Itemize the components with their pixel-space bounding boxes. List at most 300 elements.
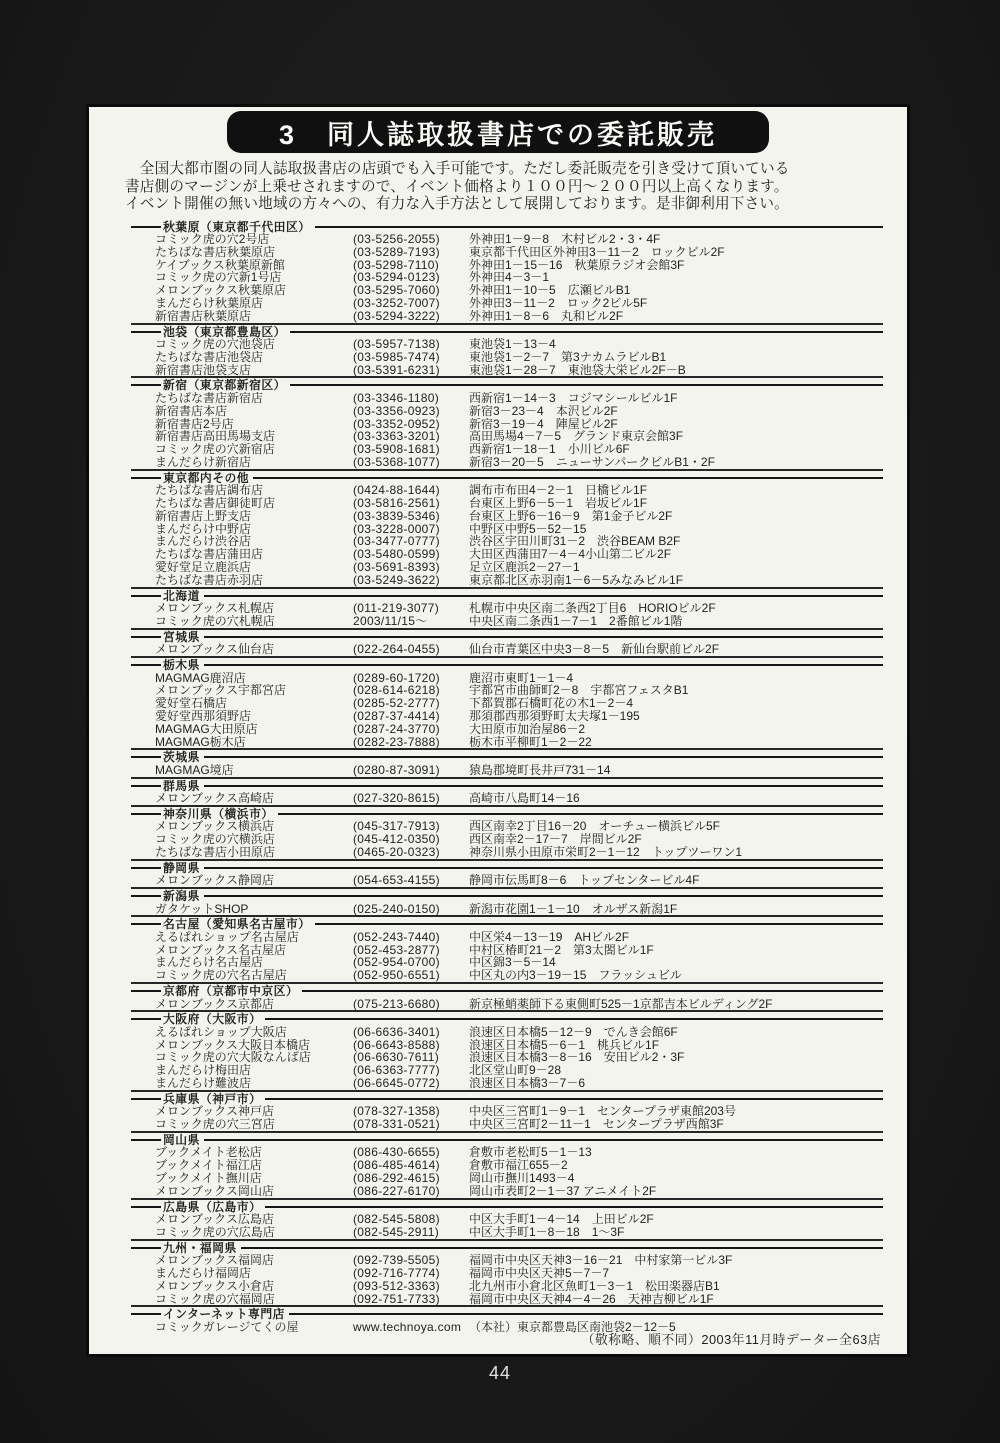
section-header — [131, 1308, 883, 1321]
store-address: 浪速区日本橋5－12－9 でんき会館6F — [469, 1025, 678, 1039]
store-name: まんだらけ秋葉原店 — [155, 296, 264, 310]
store-row — [131, 1226, 883, 1239]
store-phone: (022-264-0455) — [353, 642, 440, 657]
store-address: 新潟市花園1－1－10 オルザス新潟1F — [469, 902, 678, 916]
store-address: 中区栄4－13－19 AHビル2F — [469, 930, 630, 944]
store-address: 中央区南二条西1－7－1 2番館ビル1階 — [469, 614, 683, 628]
section-header — [131, 325, 883, 338]
store-row — [131, 484, 883, 497]
section-label: 京都府（京都市中京区） — [163, 984, 299, 999]
store-address: 倉敷市老松町5－1－13 — [469, 1146, 592, 1160]
store-name: たちばな書店御徒町店 — [155, 497, 276, 510]
store-address: 岡山市表町2－1－37 アニメイト2F — [469, 1184, 657, 1198]
section-trailing-rule — [204, 756, 883, 758]
store-phone: (03-5294-0123) — [353, 270, 440, 285]
store-phone: (025-240-0150) — [353, 901, 440, 916]
store-row — [131, 259, 883, 272]
store-name: コミック虎の穴2号店 — [155, 233, 270, 246]
store-row — [131, 697, 883, 710]
store-phone: (03-5480-0599) — [353, 547, 440, 562]
footer-note: （敬称略、順不同）2003年11月時データー全63店 — [581, 1332, 881, 1347]
store-address: 東京都北区赤羽南1－6－5みなみビル1F — [469, 573, 684, 587]
store-name: メロンブックス神戸店 — [155, 1105, 275, 1119]
store-name: コミック虎の穴三宮店 — [155, 1118, 275, 1131]
store-phone: (086-227-6170) — [353, 1183, 440, 1198]
store-phone: (03-5691-8393) — [353, 560, 440, 575]
store-row — [131, 1064, 883, 1077]
store-address: 大田区西蒲田7－4－4小山第二ビル2F — [469, 548, 672, 562]
store-row — [131, 1172, 883, 1185]
store-name: ブックメイト老松店 — [155, 1146, 262, 1160]
store-name: MAGMAG栃木店 — [155, 735, 246, 749]
store-name: まんだらけ名古屋店 — [155, 956, 264, 970]
store-section — [131, 656, 883, 748]
store-address: 西新宿1－14－3 コジマシールビル1F — [469, 391, 678, 405]
section-label: 静岡県 — [163, 860, 200, 875]
store-phone: (03-5985-7474) — [353, 349, 440, 364]
store-address: 栃木市平柳町1－2－22 — [469, 735, 592, 749]
section-label: 新宿（東京都新宿区） — [163, 378, 286, 393]
store-name: 愛好堂石橋店 — [155, 697, 228, 710]
store-row — [131, 764, 883, 777]
store-phone: (052-243-7440) — [353, 929, 440, 944]
store-phone: (078-331-0521) — [353, 1117, 440, 1132]
section-leading-dash — [131, 867, 161, 869]
store-address: 倉敷市福江655－2 — [469, 1159, 568, 1173]
section-leading-dash — [131, 636, 161, 638]
store-row — [131, 392, 883, 405]
section-label: 兵庫県（神戸市） — [163, 1091, 262, 1106]
store-name: メロンブックス横浜店 — [155, 820, 275, 834]
section-header — [131, 1200, 883, 1213]
store-section — [131, 1090, 883, 1131]
page-number: 44 — [488, 1363, 512, 1383]
store-row — [131, 1213, 883, 1226]
store-phone: (086-292-4615) — [353, 1171, 440, 1186]
section-trailing-rule — [204, 595, 883, 597]
store-row — [131, 430, 883, 443]
store-section — [131, 748, 883, 776]
store-phone: (03-5289-7193) — [353, 244, 440, 259]
section-label: 茨城県 — [163, 750, 200, 765]
store-phone: (03-5256-2055) — [353, 232, 440, 246]
store-address: 中央区三宮町2－11－1 センタープラザ西館3F — [469, 1118, 724, 1131]
store-row — [131, 284, 883, 297]
store-phone: (06-6643-8588) — [353, 1037, 440, 1052]
store-name: メロンブックス岡山店 — [155, 1184, 275, 1198]
store-name: メロンブックス名古屋店 — [155, 943, 287, 957]
store-address: 台東区上野6－5－1 岩坂ビル1F — [469, 497, 648, 510]
store-address: 新宿3－23－4 本沢ビル2F — [469, 404, 618, 418]
store-name: コミック虎の穴新1号店 — [155, 271, 282, 285]
store-phone: (03-3252-7007) — [353, 295, 440, 310]
store-name: メロンブックス仙台店 — [155, 643, 275, 657]
store-name: メロンブックス秋葉原店 — [155, 284, 287, 297]
section-header — [131, 589, 883, 602]
intro-line: 全国大都市圏の同人誌取扱書店の店頭でも入手可能です。ただし委託販売を引き受けて頂いている — [125, 161, 790, 177]
store-row — [131, 998, 883, 1011]
section-label: 東京都内その他 — [163, 470, 250, 485]
store-address: 中央区三宮町1－9－1 センタープラザ東館203号 — [469, 1105, 736, 1119]
store-row — [131, 548, 883, 561]
store-row — [131, 561, 883, 574]
section-label: 池袋（東京都豊島区） — [163, 324, 286, 339]
store-phone: (03-3352-0952) — [353, 416, 440, 431]
store-row — [131, 672, 883, 685]
store-address: 中村区椿町21－2 第3太閤ビル1F — [469, 943, 654, 957]
store-address: 中区大手町1－4－14 上田ビル2F — [469, 1213, 654, 1226]
section-header — [131, 1092, 883, 1105]
store-row — [131, 271, 883, 284]
store-row — [131, 246, 883, 259]
store-phone: (092-751-7733) — [353, 1291, 440, 1306]
store-address: 東池袋1－28－7 東池袋大栄ビル2F－B — [469, 363, 686, 377]
store-address: 浪速区日本橋3－7－6 — [469, 1077, 586, 1090]
section-header — [131, 807, 883, 820]
store-name: えるぱれショップ大阪店 — [155, 1025, 287, 1039]
store-row — [131, 1105, 883, 1118]
store-row — [131, 602, 883, 615]
store-phone: (0287-24-3770) — [353, 721, 440, 736]
store-phone: (075-213-6680) — [353, 996, 440, 1011]
store-name: コミック虎の穴広島店 — [155, 1225, 275, 1239]
section-leading-dash — [131, 1018, 161, 1020]
store-name: コミック虎の穴大阪なんば店 — [155, 1051, 311, 1065]
section-leading-dash — [131, 923, 161, 925]
store-name: コミック虎の穴池袋店 — [155, 338, 275, 351]
section-header — [131, 471, 883, 484]
store-row — [131, 931, 883, 944]
store-address: 外神田1－10－5 広瀬ビルB1 — [469, 284, 631, 297]
intro-line: 書店側のマージンが上乗せされますので、イベント価格より１００円～２００円以上高くなります。 — [125, 178, 789, 195]
store-name: えるぱれショップ名古屋店 — [155, 930, 299, 944]
store-row — [131, 1051, 883, 1064]
section-trailing-rule — [265, 1018, 883, 1020]
store-address: 東池袋1－13－4 — [469, 338, 556, 351]
section-leading-dash — [131, 226, 161, 228]
store-name: MAGMAG境店 — [155, 763, 234, 777]
store-row — [131, 310, 883, 323]
store-phone: (0280-87-3091) — [353, 762, 440, 777]
store-phone: (027-320-8615) — [353, 791, 440, 806]
section-trailing-rule — [278, 813, 883, 815]
section-label: 広島県（広島市） — [163, 1199, 262, 1214]
store-name: 愛好堂足立鹿浜店 — [155, 561, 252, 574]
store-row — [131, 523, 883, 536]
section-label: 名古屋（愛知県名古屋市） — [163, 917, 311, 932]
store-address: 中野区中野5－52－15 — [469, 522, 587, 536]
store-section — [131, 1010, 883, 1089]
store-phone: (03-5368-1077) — [353, 454, 440, 469]
store-name: たちばな書店秋葉原店 — [155, 245, 276, 259]
section-trailing-rule — [290, 384, 883, 386]
store-phone: (082-545-5808) — [353, 1212, 440, 1227]
store-name: まんだらけ新宿店 — [155, 455, 252, 469]
section-header — [131, 985, 883, 998]
store-row — [131, 364, 883, 377]
store-phone: (086-430-6655) — [353, 1145, 440, 1160]
section-label: 宮城県 — [163, 629, 200, 644]
store-row — [131, 833, 883, 846]
store-address: 西区南幸2－17－7 岸間ビル2F — [469, 833, 642, 846]
section-label: 栃木県 — [163, 658, 200, 673]
store-address: 東池袋1－2－7 第3ナカムラビルB1 — [469, 350, 667, 364]
section-label: 九州・福岡県 — [163, 1240, 237, 1255]
section-trailing-rule — [302, 990, 883, 992]
store-address: 神奈川県小田原市栄町2－1－12 トップツーワン1 — [469, 845, 743, 859]
store-phone: (0285-52-2777) — [353, 696, 440, 711]
store-section — [131, 1198, 883, 1239]
store-phone: (052-453-2877) — [353, 942, 440, 957]
store-section — [131, 887, 883, 915]
store-row — [131, 1118, 883, 1131]
store-address: 西区南幸2丁目16－20 オーチュー横浜ビル5F — [469, 820, 721, 834]
section-trailing-rule — [253, 477, 883, 479]
store-row — [131, 710, 883, 723]
store-phone: (0289-60-1720) — [353, 670, 440, 685]
store-address: 新京極蛸薬師下る東側町525－1京都吉本ビルディング2F — [469, 997, 773, 1011]
store-section — [131, 777, 883, 805]
store-row — [131, 736, 883, 749]
store-phone: (03-3346-1180) — [353, 390, 440, 405]
store-address: 高田馬場4－7－5 グランド東京会館3F — [469, 430, 684, 444]
store-name: メロンブックス広島店 — [155, 1213, 275, 1226]
store-phone: (03-5295-7060) — [353, 283, 440, 298]
store-row — [131, 903, 883, 916]
store-phone: (03-3477-0777) — [353, 534, 440, 549]
store-section — [131, 805, 883, 859]
section-leading-dash — [131, 1139, 161, 1141]
section-leading-dash — [131, 756, 161, 758]
store-phone: (03-5957-7138) — [353, 337, 440, 352]
store-phone: (086-485-4614) — [353, 1158, 440, 1173]
store-phone: (03-5249-3622) — [353, 572, 440, 587]
store-address: 中区丸の内3－19－15 フラッシュビル — [469, 969, 682, 983]
store-phone: (078-327-1358) — [353, 1104, 440, 1119]
store-address: 外神田3－11－2 ロック2ビル5F — [469, 296, 648, 310]
store-phone: (06-6363-7777) — [353, 1063, 440, 1078]
store-phone: (011-219-3077) — [353, 601, 440, 616]
store-address: 札幌市中央区南二条西2丁目6 HORIOビル2F — [469, 602, 716, 615]
store-address: 調布市布田4－2－1 日橋ビル1F — [469, 484, 648, 498]
store-row — [131, 969, 883, 982]
store-address: 新宿3－20－5 ニューサンパークビルB1・2F — [469, 455, 715, 469]
store-address: 西新宿1－18－1 小川ビル6F — [469, 443, 630, 456]
store-phone: (03-3839-5346) — [353, 508, 440, 523]
store-row — [131, 574, 883, 587]
section-leading-dash — [131, 595, 161, 597]
store-section — [131, 1131, 883, 1198]
store-address: 中区錦3－5－14 — [469, 956, 556, 970]
store-name: ガタケットSHOP — [155, 902, 249, 916]
store-row — [131, 233, 883, 246]
store-section — [131, 1239, 883, 1306]
section-trailing-rule — [290, 331, 883, 333]
store-phone: (052-954-0700) — [353, 955, 440, 970]
store-row — [131, 723, 883, 736]
store-name: たちばな書店蒲田店 — [155, 548, 264, 562]
store-address: 岡山市撫川1493－4 — [469, 1172, 575, 1185]
section-leading-dash — [131, 990, 161, 992]
page-title: 3 同人誌取扱書店での委託販売 — [278, 119, 717, 150]
store-row — [131, 338, 883, 351]
store-name: 新宿書店秋葉原店 — [155, 309, 252, 323]
store-row — [131, 1267, 883, 1280]
store-address: 下都賀郡石橋町花の木1－2－4 — [469, 697, 634, 710]
section-trailing-rule — [265, 1098, 883, 1100]
store-row — [131, 351, 883, 364]
section-header — [131, 1133, 883, 1146]
store-row — [131, 443, 883, 456]
store-section — [131, 915, 883, 982]
store-name: メロンブックス宇都宮店 — [155, 684, 287, 698]
store-section — [131, 982, 883, 1010]
store-row — [131, 792, 883, 805]
store-name: メロンブックス福岡店 — [155, 1254, 275, 1268]
store-address: 仙台市青葉区中央3－8－5 新仙台駅前ビル2F — [469, 643, 720, 657]
store-name: メロンブックス札幌店 — [155, 602, 275, 615]
store-name: メロンブックス大阪日本橋店 — [155, 1038, 311, 1052]
store-address: 浪速区日本橋5－6－1 桃兵ビル1F — [469, 1038, 660, 1052]
store-phone: (082-545-2911) — [353, 1224, 440, 1239]
section-header — [131, 861, 883, 874]
section-trailing-rule — [204, 785, 883, 787]
store-row — [131, 1039, 883, 1052]
store-row — [131, 1254, 883, 1267]
section-trailing-rule — [289, 1313, 883, 1315]
store-phone: (093-512-3363) — [353, 1278, 440, 1293]
section-header — [131, 751, 883, 764]
store-section — [131, 859, 883, 887]
store-phone: (0465-20-0323) — [353, 844, 440, 859]
store-phone: (028-614-6218) — [353, 683, 440, 698]
store-section — [131, 323, 883, 377]
section-label: 秋葉原（東京都千代田区） — [163, 219, 311, 234]
store-row — [131, 1159, 883, 1172]
section-leading-dash — [131, 384, 161, 386]
store-name: たちばな書店新宿店 — [155, 391, 264, 405]
store-name: メロンブックス静岡店 — [155, 874, 275, 888]
store-name: コミック虎の穴名古屋店 — [155, 969, 287, 983]
store-phone: 2003/11/15～ — [353, 613, 428, 628]
store-name: MAGMAG大田原店 — [155, 722, 258, 736]
section-leading-dash — [131, 1247, 161, 1249]
store-address: 台東区上野6－16－9 第1金子ビル2F — [469, 509, 673, 523]
store-phone: (03-5298-7110) — [353, 257, 440, 272]
store-address: 東京都千代田区外神田3－11－2 ロックビル2F — [469, 245, 725, 259]
section-trailing-rule — [204, 664, 883, 666]
store-address: 外神田4－3－1 — [469, 271, 550, 285]
section-leading-dash — [131, 895, 161, 897]
store-address: 外神田1－8－6 丸和ビル2F — [469, 309, 624, 323]
store-name: たちばな書店調布店 — [155, 484, 264, 498]
store-row — [131, 643, 883, 656]
store-row — [131, 535, 883, 548]
store-row — [131, 510, 883, 523]
store-name: コミック虎の穴福岡店 — [155, 1292, 275, 1306]
store-address: 渋谷区宇田川町31－2 渋谷BEAM B2F — [469, 535, 681, 549]
section-leading-dash — [131, 813, 161, 815]
section-trailing-rule — [315, 923, 883, 925]
section-leading-dash — [131, 331, 161, 333]
store-address: 浪速区日本橋3－8－16 安田ビル2・3F — [469, 1051, 685, 1065]
store-name: コミック虎の穴札幌店 — [155, 614, 275, 628]
store-row — [131, 846, 883, 859]
store-name: たちばな書店小田原店 — [155, 845, 276, 859]
store-row — [131, 405, 883, 418]
store-phone: (03-5294-3222) — [353, 308, 440, 323]
store-phone: (06-6630-7611) — [353, 1050, 440, 1065]
intro-line: イベント開催の無い地域の方々への、有力な入手方法として展開しております。是非御利用下さい。 — [125, 196, 789, 212]
store-phone: (06-6645-0772) — [353, 1076, 440, 1091]
store-name: ブックメイト撫川店 — [155, 1172, 262, 1185]
store-address: 静岡市伝馬町8－6 トップセンタービル4F — [469, 874, 700, 888]
store-address: 足立区鹿浜2－27－1 — [469, 561, 580, 574]
section-trailing-rule — [241, 1247, 883, 1249]
store-phone: (0424-88-1644) — [353, 483, 440, 498]
store-address: 猿島郡境町長井戸731－14 — [469, 763, 611, 777]
store-name: ブックメイト福江店 — [155, 1159, 262, 1173]
store-address: 鹿沼市東町1－1－4 — [469, 671, 574, 685]
store-section — [131, 469, 883, 587]
store-phone: (0282-23-7888) — [353, 734, 440, 749]
store-name: まんだらけ中野店 — [155, 522, 252, 536]
store-phone: (054-653-4155) — [353, 873, 440, 888]
section-label: 岡山県 — [163, 1132, 200, 1147]
store-phone: (03-3228-0007) — [353, 521, 440, 536]
store-row — [131, 418, 883, 431]
store-address: 宇都宮市曲師町2－8 宇都宮フェスタB1 — [469, 684, 689, 698]
store-name: 新宿書店2号店 — [155, 417, 234, 431]
store-phone: (03-5816-2561) — [353, 496, 440, 511]
section-label: インターネット専門店 — [163, 1307, 285, 1322]
store-section — [131, 628, 883, 656]
store-address: 中区大手町1－8－18 1～3F — [469, 1225, 625, 1239]
store-name: 新宿書店池袋支店 — [155, 363, 252, 377]
intro-paragraph — [125, 161, 877, 214]
store-name: 愛好堂西那須野店 — [155, 709, 252, 723]
store-name: 新宿書店本店 — [155, 404, 228, 418]
section-trailing-rule — [204, 867, 883, 869]
store-phone: (03-3356-0923) — [353, 403, 440, 418]
store-row — [131, 944, 883, 957]
store-name: メロンブックス高崎店 — [155, 792, 275, 805]
store-row — [131, 615, 883, 628]
section-leading-dash — [131, 1098, 161, 1100]
section-leading-dash — [131, 1206, 161, 1208]
store-address: 北九州市小倉北区魚町1－3－1 松田楽器店B1 — [469, 1279, 720, 1293]
store-address: 福岡市中央区天神4－4－26 天神吉柳ビル1F — [469, 1292, 714, 1306]
section-label: 新潟県 — [163, 889, 200, 904]
store-address: 新宿3－19－4 陣屋ビル2F — [469, 417, 618, 431]
store-row — [131, 1185, 883, 1198]
section-header — [131, 1241, 883, 1254]
store-name: 新宿書店高田馬場支店 — [155, 430, 276, 444]
store-phone: (092-716-7774) — [353, 1266, 440, 1281]
store-row — [131, 1146, 883, 1159]
directory — [131, 220, 883, 1334]
section-header — [131, 379, 883, 392]
store-name: たちばな書店赤羽店 — [155, 573, 264, 587]
store-name: たちばな書店池袋店 — [155, 350, 264, 364]
section-header — [131, 918, 883, 931]
store-row — [131, 456, 883, 469]
section-leading-dash — [131, 664, 161, 666]
store-name: MAGMAG鹿沼店 — [155, 671, 246, 685]
store-address: 那須郡西那須野町太夫塚1－195 — [469, 709, 640, 723]
section-label: 北海道 — [163, 588, 200, 603]
store-row — [131, 820, 883, 833]
